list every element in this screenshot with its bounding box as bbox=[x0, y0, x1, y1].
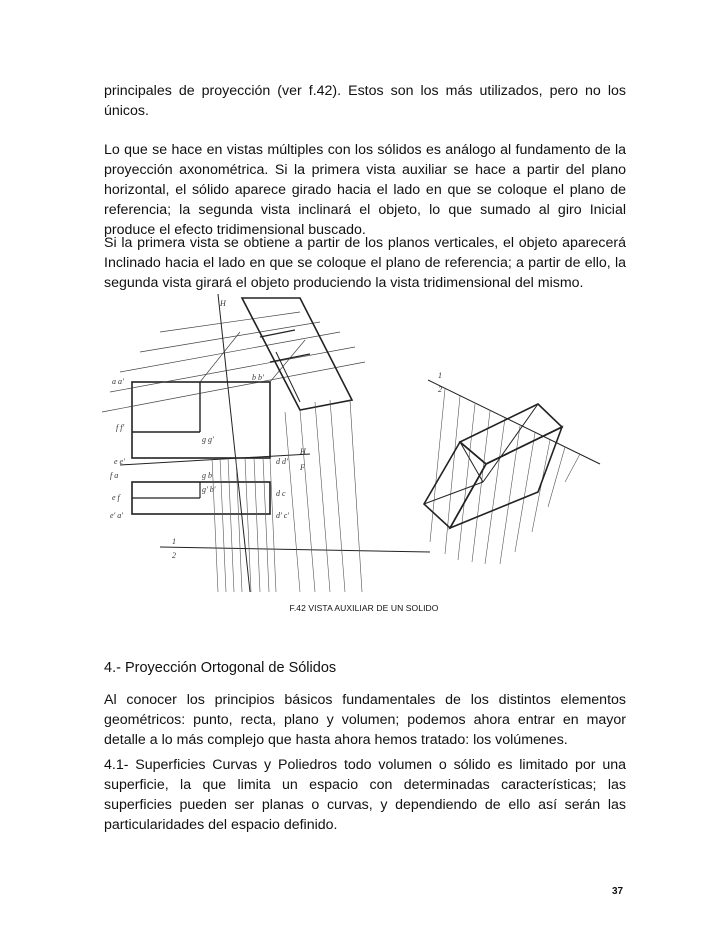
svg-text:b b': b b' bbox=[252, 373, 264, 382]
svg-text:g' b': g' b' bbox=[202, 485, 216, 494]
paragraph-auxiliary-views: Lo que se hace en vistas múltiples con los sólidos es análogo al fundamento de la proyección axonométrica. Si la primera vista auxiliar se hace a partir del plano horizontal, el sólido aparece girado hacia el lado en que se coloque el plano de referencia; la segunda vista inclinará el objeto, lo que sumado al giro Inicial produce el efecto tridimensional buscado. bbox=[104, 142, 626, 238]
svg-text:d c: d c bbox=[276, 489, 286, 498]
svg-text:F: F bbox=[300, 463, 305, 472]
svg-text:d d': d d' bbox=[276, 457, 288, 466]
svg-text:2: 2 bbox=[438, 385, 442, 394]
page-number: 37 bbox=[612, 886, 624, 897]
first-auxiliary-view bbox=[242, 298, 352, 410]
svg-text:e f: e f bbox=[112, 493, 120, 502]
auxiliary-view-drawing bbox=[100, 292, 628, 594]
svg-text:e e': e e' bbox=[114, 457, 125, 466]
svg-text:a a': a a' bbox=[112, 377, 124, 386]
reference-line-h1 bbox=[218, 294, 250, 592]
svg-text:f f': f f' bbox=[116, 423, 125, 432]
paragraph-principles: Al conocer los principios básicos fundamentales de los distintos elementos geométricos: punto, recta, plano y volumen; podemos ahora entrar en mayor detalle a lo más complejo que hasta ahora hemos tratado: los volúmenes. bbox=[104, 692, 626, 748]
paragraph-vertical-planes: Si la primera vista se obtiene a partir de los planos verticales, el objeto aparecerá Inclinado hacia el lado en que se coloque el plano de referencia; a partir de ello, la segunda vista girará el objeto produciendo la vista tridimensional del mismo. bbox=[104, 235, 626, 291]
svg-text:e' a': e' a' bbox=[110, 511, 123, 520]
svg-text:d' c': d' c' bbox=[276, 511, 289, 520]
svg-text:H: H bbox=[300, 447, 306, 456]
svg-text:H: H bbox=[220, 299, 226, 308]
paragraph-intro: principales de proyección (ver f.42). Estos son los más utilizados, pero no los únicos. bbox=[104, 83, 626, 119]
svg-text:g g': g g' bbox=[202, 435, 214, 444]
svg-text:1: 1 bbox=[438, 371, 442, 380]
figure-caption: F.42 VISTA AUXILIAR DE UN SOLIDO bbox=[289, 603, 439, 613]
second-auxiliary-view bbox=[424, 442, 486, 528]
svg-text:f a: f a bbox=[110, 471, 119, 480]
svg-text:1: 1 bbox=[172, 537, 176, 546]
section-heading: 4.- Proyección Ortogonal de Sólidos bbox=[104, 660, 337, 676]
svg-text:2: 2 bbox=[172, 551, 176, 560]
svg-text:g b: g b bbox=[202, 471, 212, 480]
paragraph-surfaces: 4.1- Superficies Curvas y Poliedros todo volumen o sólido es limitado por una superficie, la que limita un espacio con determinadas características; las superficies pueden ser planas o curvas, y dependiendo de ello así serán las particularidades del espacio definido. bbox=[104, 757, 626, 833]
reference-line-12-left bbox=[160, 547, 430, 552]
